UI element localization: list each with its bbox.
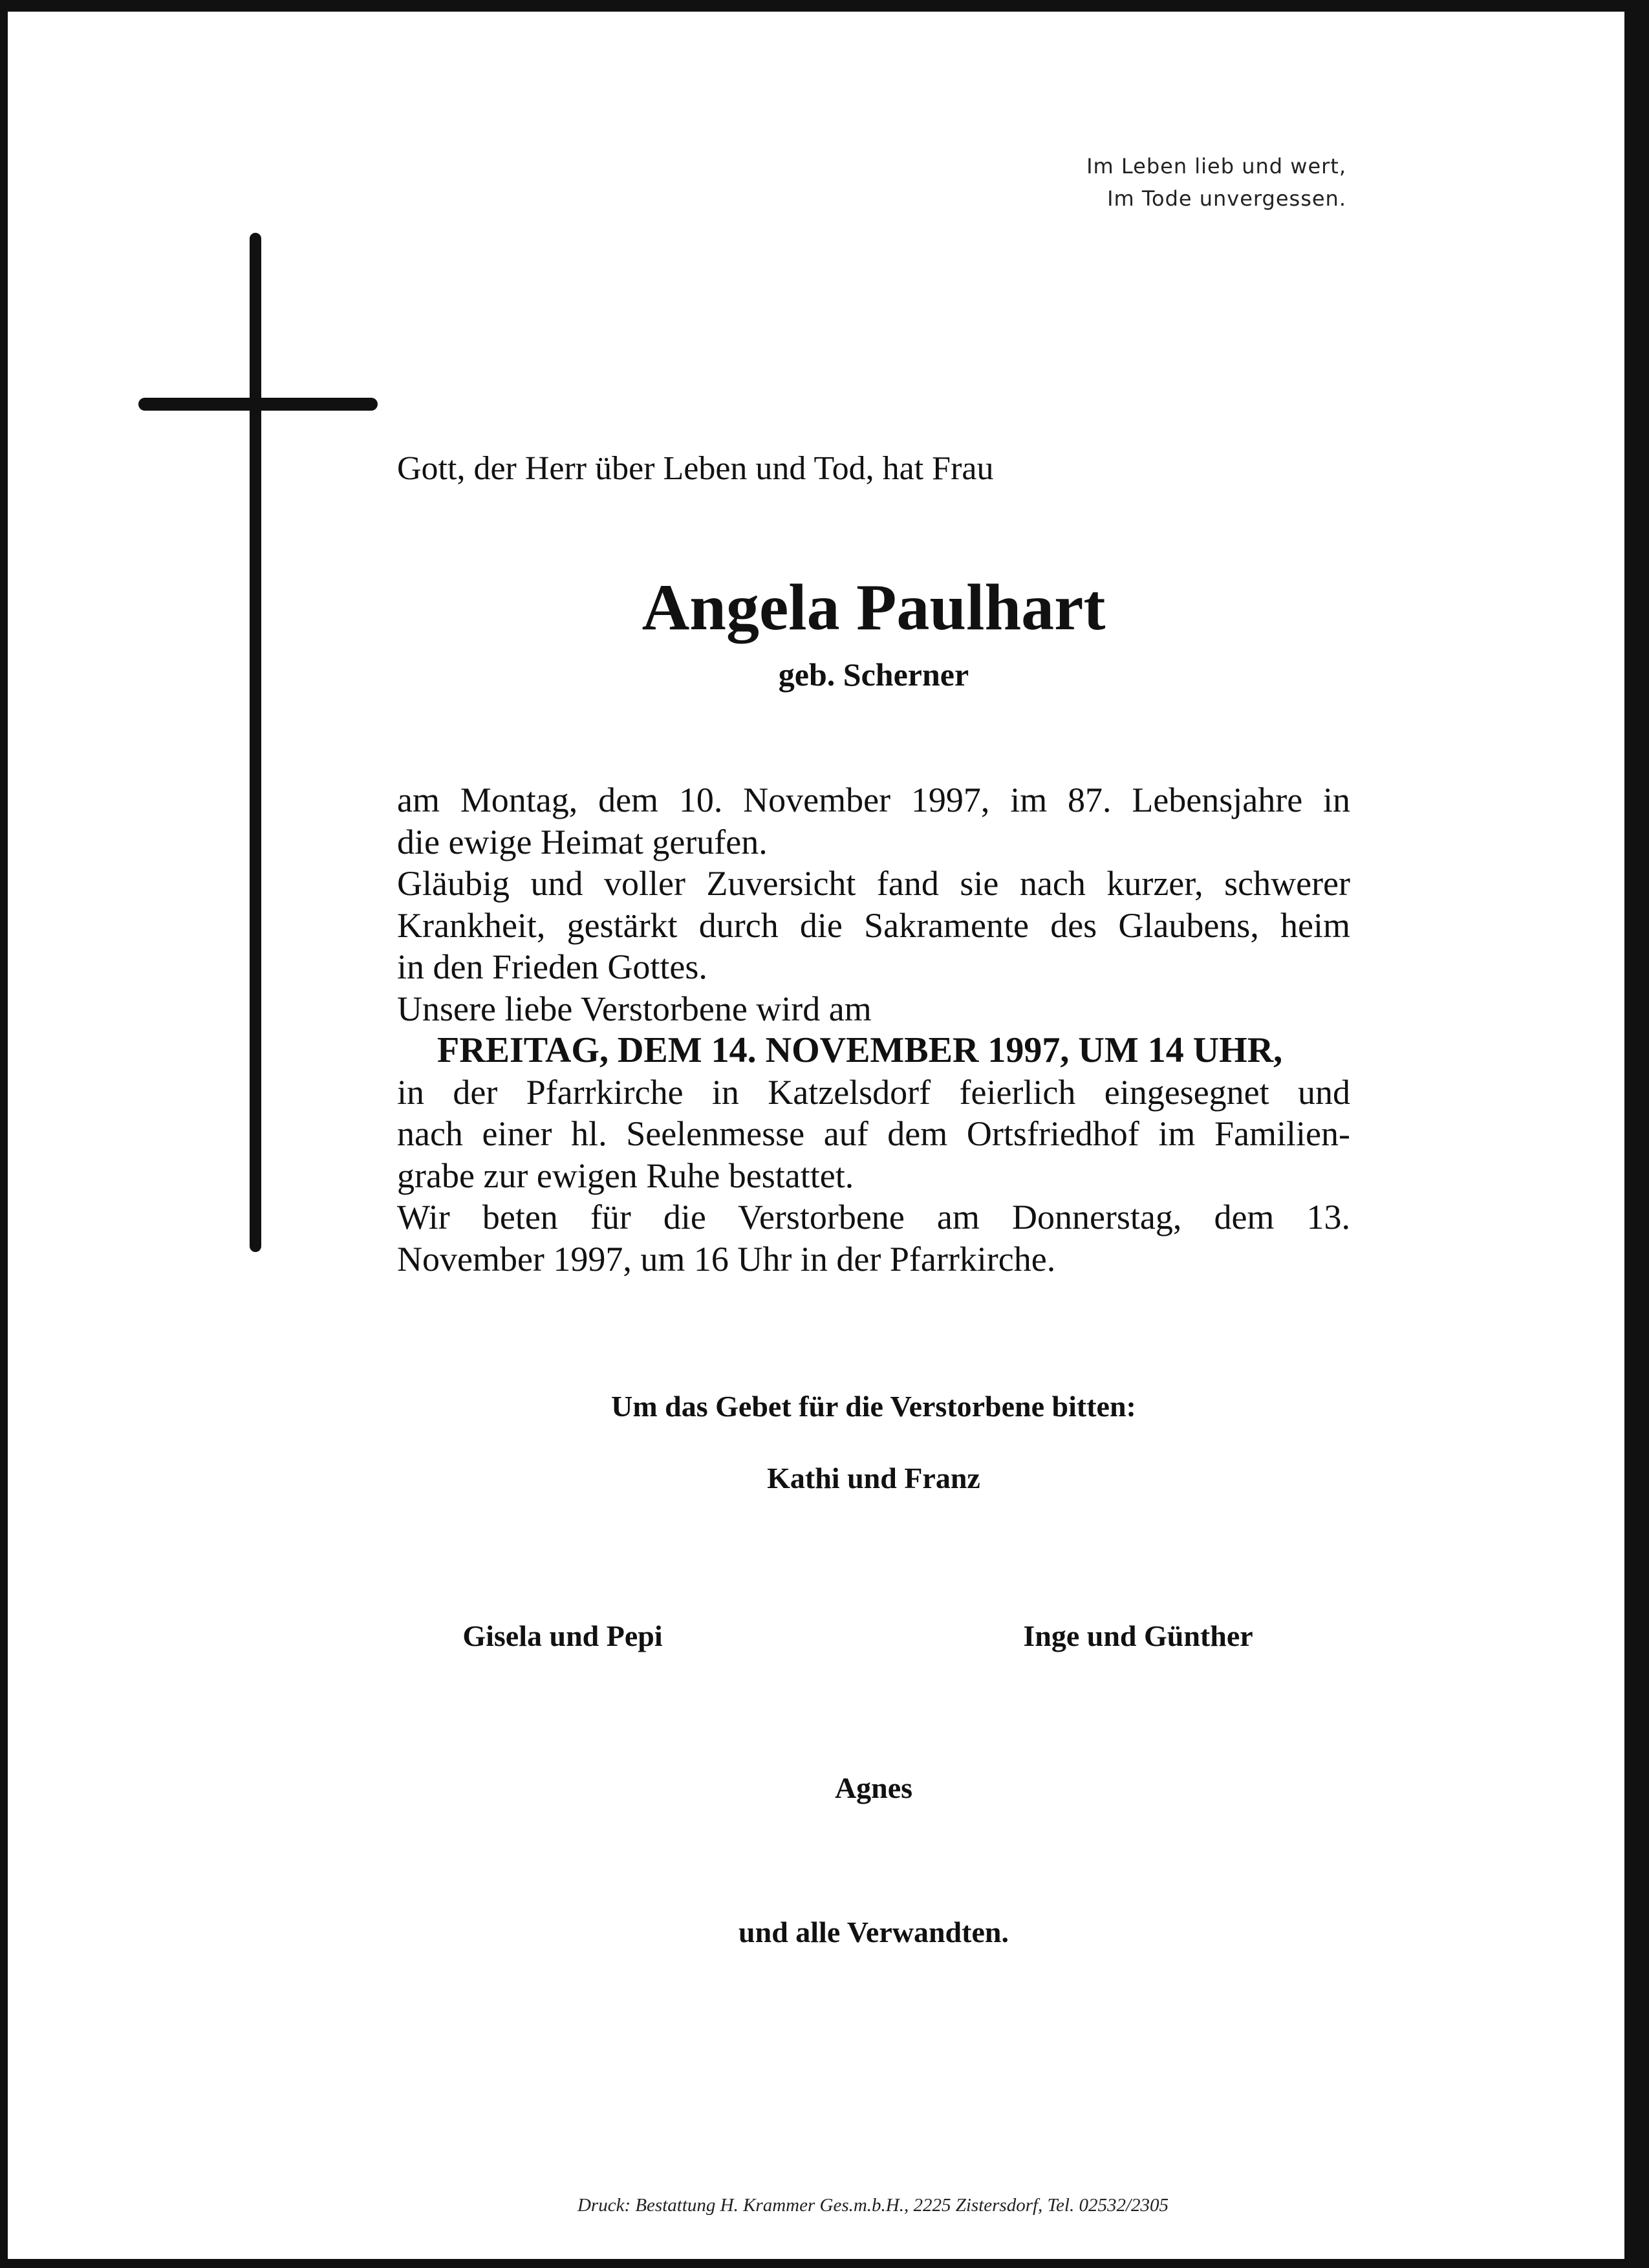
- body-line: am Montag, dem 10. November 1997, im 87. Lebensjahre in: [397, 781, 1350, 819]
- mourner-agnes: Agnes: [834, 1771, 913, 1804]
- body-line: November 1997, um 16 Uhr in der Pfarrkirche.: [397, 1239, 1056, 1279]
- body-line: Krankheit, gestärkt durch die Sakramente des Glaubens, heim: [397, 905, 1350, 945]
- intro-line: Gott, der Herr über Leben und Tod, hat Frau: [397, 450, 994, 487]
- printer-imprint: Druck: Bestattung H. Krammer Ges.m.b.H., 2225 Zistersdorf, Tel. 02532/2305: [577, 2195, 1169, 2216]
- motto-line-1: Im Leben lieb und wert,: [1086, 154, 1346, 178]
- motto-line-2: Im Tode unvergessen.: [1107, 186, 1346, 211]
- body-line: in den Frieden Gottes.: [397, 947, 707, 986]
- mourner-gisela-pepi: Gisela und Pepi: [462, 1619, 663, 1652]
- cross-horizontal-bar: [138, 398, 378, 411]
- body-line: Unsere liebe Verstorbene wird am: [397, 989, 872, 1028]
- cross-vertical-bar: [250, 233, 261, 1252]
- body-line: grabe zur ewigen Ruhe bestattet.: [397, 1156, 854, 1195]
- deceased-name: Angela Paulhart: [641, 571, 1106, 644]
- mourner-relatives: und alle Verwandten.: [738, 1916, 1009, 1949]
- maiden-name: geb. Scherner: [778, 656, 969, 693]
- announcement-body: [397, 779, 1350, 1280]
- mourner-inge-guenther: Inge und Günther: [1023, 1619, 1253, 1652]
- body-line: Gläubig und voller Zuversicht fand sie nach kurzer, schwerer: [397, 864, 1350, 903]
- funeral-date: FREITAG, DEM 14. NOVEMBER 1997, UM 14 UHR,: [437, 1030, 1283, 1070]
- body-line: die ewige Heimat gerufen.: [397, 822, 768, 861]
- body-line: nach einer hl. Seelenmesse auf dem Ortsfriedhof im Familien-: [397, 1114, 1350, 1153]
- motto: [958, 150, 1346, 215]
- body-line: in der Pfarrkirche in Katzelsdorf feierlich eingesegnet und: [397, 1072, 1350, 1112]
- body-line: Wir beten für die Verstorbene am Donnerstag, dem 13.: [397, 1198, 1350, 1237]
- mourner-kathi-franz: Kathi und Franz: [767, 1462, 980, 1495]
- mourners-heading: Um das Gebet für die Verstorbene bitten:: [611, 1390, 1136, 1423]
